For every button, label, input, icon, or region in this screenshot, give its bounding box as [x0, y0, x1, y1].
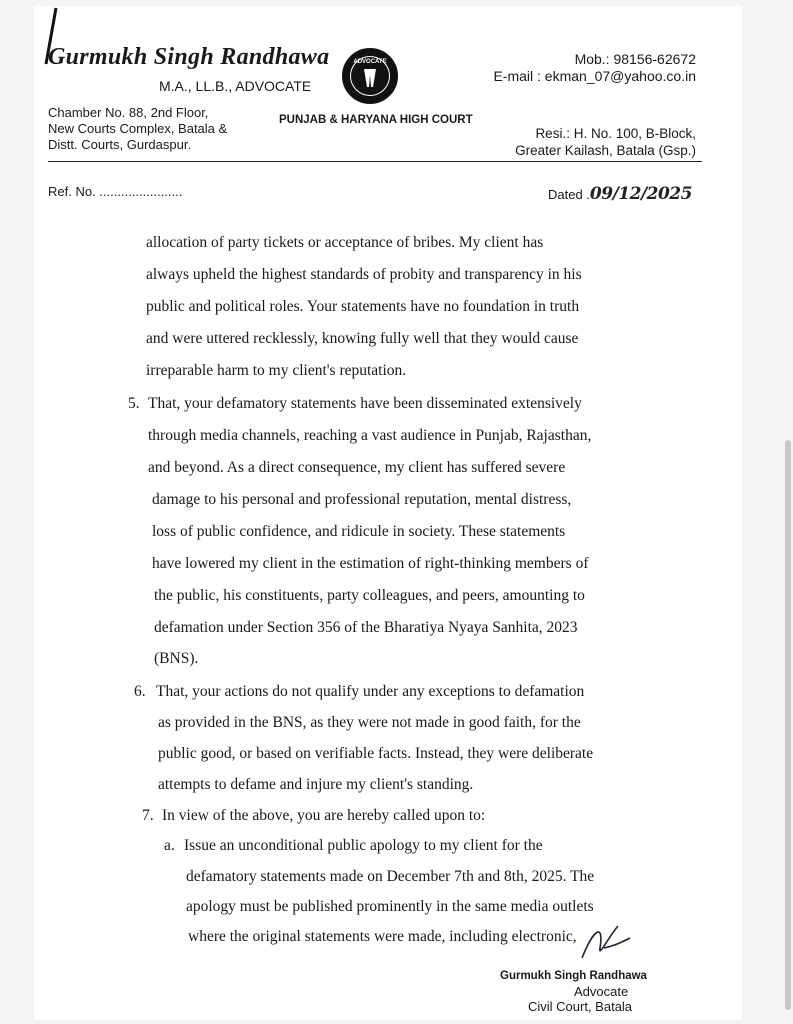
body-line: public good, or based on verifiable facts. Instead, they were deliberate	[158, 745, 594, 762]
contact-info	[493, 51, 696, 85]
body-line: That, your actions do not qualify under any exceptions to defamation	[156, 683, 585, 700]
paragraph-number: 6.	[134, 683, 146, 700]
paragraph-number: 5.	[128, 395, 140, 412]
advocate-name: Gurmukh Singh Randhawa	[48, 44, 330, 70]
body-line: apology must be published prominently in the same media outlets	[186, 898, 594, 915]
body-line: and beyond. As a direct consequence, my client has suffered severe	[148, 459, 566, 476]
body-line: (BNS).	[154, 650, 199, 667]
signatory-name: Gurmukh Singh Randhawa	[500, 970, 647, 982]
body-line: have lowered my client in the estimation of right-thinking members of	[152, 555, 589, 572]
email-address: E-mail : ekman_07@yahoo.co.in	[493, 68, 696, 84]
body-line: allocation of party tickets or acceptance of bribes. My client has	[146, 234, 544, 251]
scrollbar[interactable]	[785, 440, 791, 1010]
body-line: public and political roles. Your statements have no foundation in truth	[146, 298, 580, 315]
handwritten-signature	[574, 918, 634, 968]
chamber-address	[48, 105, 227, 153]
handwritten-date: 09/12/2025	[589, 184, 692, 204]
logo-text: ADVOCATE	[353, 59, 387, 65]
signatory-title: Advocate	[574, 984, 629, 999]
body-line: That, your defamatory statements have been disseminated extensively	[148, 395, 582, 412]
body-line: as provided in the BNS, as they were not made in good faith, for the	[158, 714, 581, 731]
body-line: through media channels, reaching a vast audience in Punjab, Rajasthan,	[148, 427, 592, 444]
body-line: defamatory statements made on December 7th and 8th, 2025. The	[186, 868, 595, 885]
body-line: attempts to defame and injure my client's standing.	[158, 776, 474, 793]
subparagraph-letter: a.	[164, 837, 175, 854]
court-name: PUNJAB & HARYANA HIGH COURT	[279, 114, 473, 126]
residence-line: Greater Kailash, Batala (Gsp.)	[515, 143, 696, 158]
body-line: where the original statements were made, including electronic,	[188, 928, 577, 945]
letter-page	[34, 6, 742, 1020]
paragraph-number: 7.	[142, 807, 154, 824]
chamber-line: New Courts Complex, Batala &	[48, 121, 228, 136]
body-line: the public, his constituents, party colleagues, and peers, amounting to	[154, 587, 585, 604]
body-line: irreparable harm to my client's reputation.	[146, 362, 407, 379]
date-field	[548, 184, 692, 204]
qualifications: M.A., LL.B., ADVOCATE	[159, 78, 312, 94]
chamber-line: Distt. Courts, Gurdaspur.	[48, 137, 192, 152]
body-line: defamation under Section 356 of the Bharatiya Nyaya Sanhita, 2023	[154, 619, 578, 636]
mobile-number: Mob.: 98156-62672	[574, 51, 696, 67]
body-line: and were uttered recklessly, knowing fully well that they would cause	[146, 330, 579, 347]
advocate-band-icon	[364, 69, 376, 87]
body-line: always upheld the highest standards of probity and transparency in his	[146, 266, 582, 283]
residence-line: Resi.: H. No. 100, B-Block,	[535, 126, 696, 141]
residence-address	[515, 125, 696, 159]
body-line: Issue an unconditional public apology to my client for the	[184, 837, 543, 854]
date-label: Dated .	[548, 187, 590, 202]
chamber-line: Chamber No. 88, 2nd Floor,	[48, 105, 209, 120]
body-line: loss of public confidence, and ridicule in society. These statements	[152, 523, 566, 540]
body-line: damage to his personal and professional reputation, mental distress,	[152, 491, 572, 508]
signatory-place: Civil Court, Batala	[528, 999, 633, 1014]
ref-number: Ref. No. .......................	[48, 184, 183, 199]
advocate-logo	[342, 48, 398, 104]
header-divider	[48, 161, 702, 162]
body-line: In view of the above, you are hereby called upon to:	[162, 807, 486, 824]
